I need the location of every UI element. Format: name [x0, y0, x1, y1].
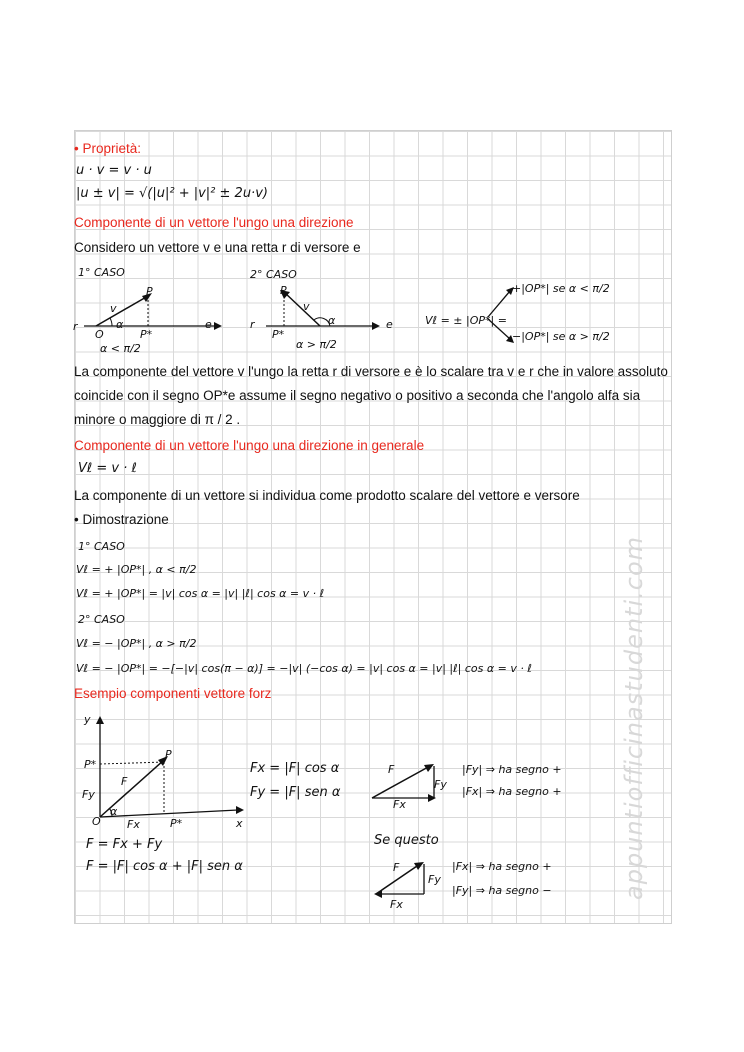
para2: La componente di un vettore si individua come prodotto scalare del vettore e versore: [74, 488, 580, 503]
d1-alpha: α: [116, 318, 124, 331]
force-eq2: F = |F| cos α + |F| sen α: [86, 859, 243, 874]
dimostrazione-bullet: • Dimostrazione: [74, 512, 169, 527]
tri1-r1: |Fy| ⇒ ha segno +: [462, 763, 562, 776]
d2-r: r: [250, 318, 255, 331]
d3-bottom: −|OP*| se α > π/2: [512, 330, 610, 343]
force-eq1: F = Fx + Fy: [86, 837, 163, 852]
force-fy-eq: Fy = |F| sen α: [250, 785, 341, 800]
tri1-f: F: [388, 763, 395, 776]
tri2-r2: |Fy| ⇒ ha segno −: [452, 884, 552, 897]
force-p: P: [165, 748, 172, 761]
force-pstar-x: P*: [170, 817, 183, 830]
demo-caso2: 2° CASO: [78, 613, 125, 626]
force-o: O: [92, 815, 101, 828]
d2-e: e: [386, 318, 393, 331]
heading-generale: Componente di un vettore l'ungo una direzione in generale: [74, 438, 425, 453]
d2-alpha: α: [328, 314, 336, 327]
demo-line2: Vℓ = + |OP*| = |v| cos α = |v| |ℓ| cos α = v · ℓ: [76, 587, 325, 600]
d1-v: v: [110, 302, 117, 315]
formula-ve: Vℓ = v · ℓ: [78, 461, 137, 476]
force-x: x: [236, 817, 243, 830]
para1-line3: minore o maggiore di π / 2 .: [74, 412, 241, 427]
heading-esempio: Esempio componenti vettore forz: [74, 686, 272, 701]
intro-text: Considero un vettore v e una retta r di versore e: [74, 240, 361, 255]
d2-v: v: [303, 300, 310, 313]
tri2-f: F: [393, 861, 400, 874]
force-fy: Fy: [82, 788, 95, 801]
demo-caso1: 1° CASO: [78, 540, 125, 553]
demo-line4: Vℓ = − |OP*| = −[−|v| cos(π − α)] = −|v| (−cos α) = |v| cos α = |v| |ℓ| cos α = v · ℓ: [76, 662, 532, 675]
se-questo: Se questo: [374, 833, 439, 848]
formula-commutative: u · v = v · u: [76, 163, 152, 178]
force-axes: [78, 712, 258, 837]
d1-p: P: [146, 285, 153, 298]
d1-e: e: [205, 318, 212, 331]
force-alpha: α: [110, 805, 118, 818]
force-fx: Fx: [127, 818, 140, 831]
d1-r: r: [73, 320, 78, 333]
d1-cond: α < π/2: [100, 342, 141, 355]
proprieta-bullet: • Proprietà:: [74, 141, 142, 156]
d3-left: Vℓ = ± |OP*| =: [425, 314, 507, 327]
force-y: y: [84, 713, 91, 726]
force-f: F: [121, 775, 128, 788]
demo-line3: Vℓ = − |OP*| , α > π/2: [76, 637, 197, 650]
d2-cond: α > π/2: [296, 338, 337, 351]
tri1-r2: |Fx| ⇒ ha segno +: [462, 785, 562, 798]
formula-norm: |u ± v| = √(|u|² + |v|² ± 2u·v): [76, 186, 268, 201]
tri1-fx: Fx: [393, 798, 406, 811]
para1-line1: La componente del vettore v l'ungo la retta r di versore e è lo scalare tra v e r che in valore assoluto: [74, 364, 668, 379]
d1-o: O: [95, 328, 104, 341]
tri2-fx: Fx: [390, 898, 403, 911]
caso2-label: 2° CASO: [250, 268, 297, 281]
force-fx-eq: Fx = |F| cos α: [250, 761, 340, 776]
tri2-r1: |Fx| ⇒ ha segno +: [452, 860, 552, 873]
force-pstar-y: P*: [84, 758, 97, 771]
demo-line1: Vℓ = + |OP*| , α < π/2: [76, 563, 197, 576]
d2-p: P: [280, 284, 287, 297]
para1-line2: coincide con il segno OP*e assume il segno negativo o positivo a seconda che l'angolo alfa sia: [74, 388, 641, 403]
d3-top: +|OP*| se α < π/2: [512, 282, 610, 295]
d1-pstar: P*: [140, 328, 153, 341]
caso1-label: 1° CASO: [78, 266, 125, 279]
heading-componente: Componente di un vettore l'ungo una direzione: [74, 215, 354, 230]
tri2-fy: Fy: [428, 873, 441, 886]
tri1-fy: Fy: [434, 778, 447, 791]
watermark: appuntiofficinastudenti.com: [620, 535, 648, 900]
d2-pstar: P*: [272, 328, 285, 341]
